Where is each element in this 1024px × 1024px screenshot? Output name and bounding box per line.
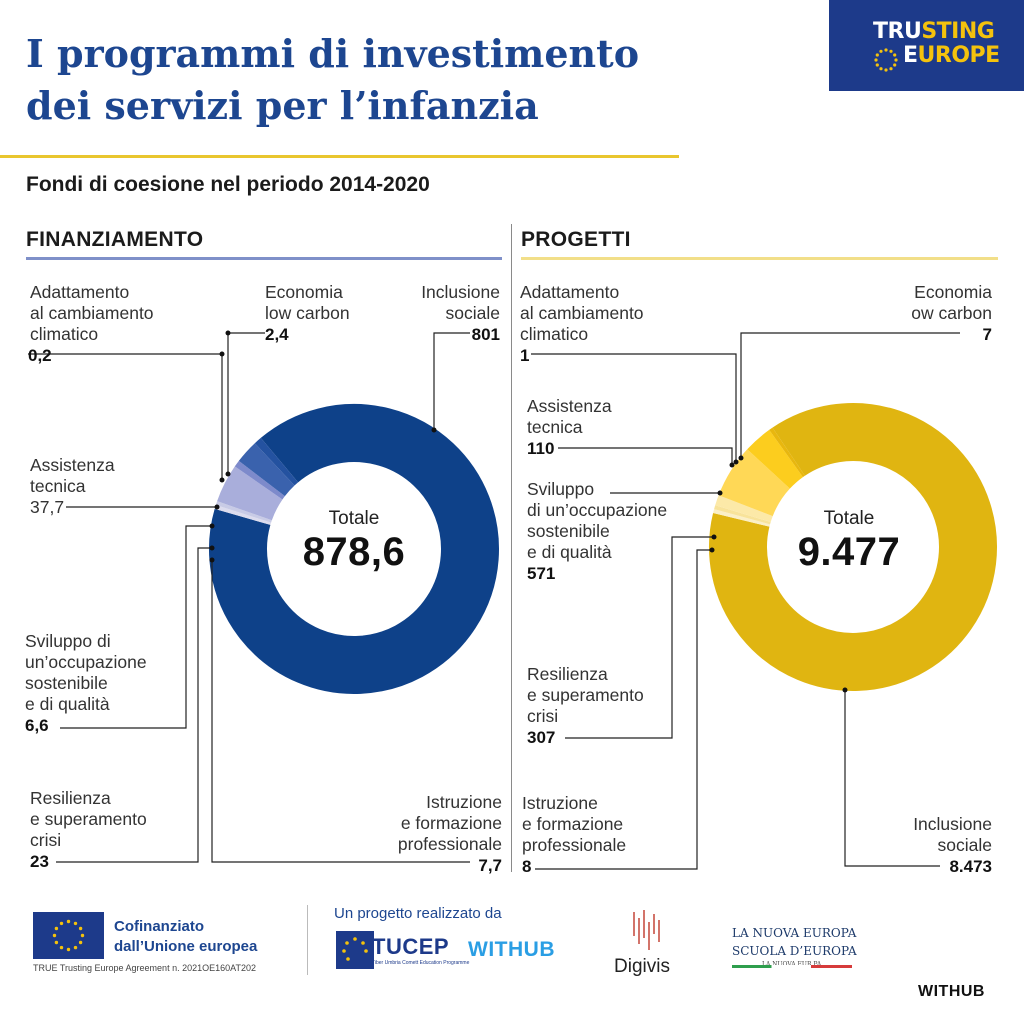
logo-tru: TRU <box>873 19 922 44</box>
fin-inclusione-value: 801 <box>471 325 500 344</box>
fin-sviluppo-l4: e di qualità <box>25 694 110 714</box>
prog-istruzione-l3: professionale <box>522 835 627 855</box>
fin-total-label: Totale <box>328 508 380 529</box>
eu-cofinanced-l2: dall’Unione europea <box>114 938 258 955</box>
prog-slice-istruzione-e-formazione-professionale <box>786 452 789 454</box>
nuova-europa-l1: LA NUOVA EUROPA <box>732 926 857 940</box>
prog-total-value: 9.477 <box>797 530 901 574</box>
logo-sting: STING <box>921 19 995 44</box>
logo-urope: UROPE <box>917 43 1000 68</box>
fin-economia-value: 2,4 <box>265 325 289 344</box>
fin-slice-istruzione-e-formazione-professionale <box>275 460 280 464</box>
fin-adattamento-l3: climatico <box>30 324 99 344</box>
fin-istruzione-l3: professionale <box>397 834 502 854</box>
prog-label-istruzione <box>522 793 626 877</box>
prog-assistenza-value: 110 <box>527 439 555 458</box>
digivis-logo-text: Digivis <box>614 956 670 977</box>
digivis-logo-icon <box>628 908 668 954</box>
prog-adattamento-l2: al cambiamento <box>520 303 644 323</box>
fin-sviluppo-l3: sostenibile <box>25 673 108 693</box>
tucep-subtitle: Tiber Umbria Comett Education Programme <box>372 960 470 966</box>
fin-slice-economia-low-carbon <box>243 511 244 514</box>
prog-economia-l2: ow carbon <box>911 303 992 323</box>
prog-resilienza-l2: e superamento <box>527 685 644 705</box>
prog-label-adattamento <box>520 282 644 366</box>
prog-inclusione-value: 8.473 <box>949 857 992 876</box>
prog-slice-resilienza-e-superamento-crisi <box>769 453 787 468</box>
withhub-corner-logo: WITHUB <box>918 983 985 1000</box>
fin-istruzione-value: 7,7 <box>478 856 502 875</box>
withhub-logo: WITHUB <box>468 938 555 961</box>
finanziamento-title: FINANZIAMENTO <box>26 228 204 251</box>
prog-sviluppo-l1: Sviluppo <box>527 479 595 499</box>
tucep-logo-text: TUCEP <box>372 934 450 959</box>
fin-resilienza-l2: e superamento <box>30 809 147 829</box>
tucep-logo-mark <box>336 931 374 969</box>
prog-label-sviluppo <box>527 479 667 584</box>
fin-adattamento-l2: al cambiamento <box>30 303 154 323</box>
fin-label-inclusione <box>380 282 500 345</box>
fin-sviluppo-l2: un’occupazione <box>25 652 147 672</box>
prog-total-label: Totale <box>823 508 875 529</box>
fin-label-assistenza <box>30 455 115 518</box>
agreement-text: TRUE Trusting Europe Agreement n. 2021OE160AT202 <box>33 963 256 973</box>
fin-label-resilienza <box>30 788 147 872</box>
fin-economia-l2: low carbon <box>265 303 350 323</box>
prog-adattamento-value: 1 <box>520 346 530 365</box>
fin-resilienza-l3: crisi <box>30 830 62 850</box>
fin-istruzione-l2: e formazione <box>400 813 502 833</box>
fin-adattamento-value: 0,2 <box>28 346 52 365</box>
prog-label-assistenza <box>527 396 612 459</box>
prog-inclusione-l1: Inclusione <box>913 814 992 834</box>
prog-economia-value: 7 <box>982 325 992 344</box>
eu-cofinanced-l1: Cofinanziato <box>114 918 204 935</box>
project-by: Un progetto realizzato da <box>334 905 502 922</box>
page-title-line1: I programmi di investimento <box>26 31 640 76</box>
prog-istruzione-l1: Istruzione <box>522 793 598 813</box>
fin-total-value: 878,6 <box>302 530 406 574</box>
prog-inclusione-l2: sociale <box>937 835 992 855</box>
fin-slice-adattamento-al-cambiamento-climatico <box>243 514 244 517</box>
prog-label-resilienza <box>527 664 644 748</box>
fin-economia-l1: Economia <box>265 282 343 302</box>
logo-e: E <box>903 43 918 68</box>
prog-sviluppo-value: 571 <box>527 564 556 583</box>
prog-economia-l1: Economia <box>914 282 992 302</box>
fin-label-economia <box>265 282 350 345</box>
prog-assistenza-l1: Assistenza <box>527 396 612 416</box>
prog-total <box>749 508 949 575</box>
fin-slice-assistenza-tecnica <box>244 483 258 511</box>
prog-istruzione-value: 8 <box>522 857 532 876</box>
fin-slice-resilienza-e-superamento-crisi <box>262 464 275 478</box>
eu-flag <box>33 912 104 959</box>
prog-slice-sviluppo-di-un-occupazione-sostenibile-e-di-qualita <box>746 469 769 506</box>
prog-resilienza-l3: crisi <box>527 706 559 726</box>
fin-assistenza-value: 37,7 <box>30 497 65 517</box>
tucep-stars-icon <box>336 931 374 969</box>
fin-sviluppo-l1: Sviluppo di <box>25 631 111 651</box>
fin-resilienza-l1: Resilienza <box>30 788 111 808</box>
fin-adattamento-l1: Adattamento <box>30 282 130 302</box>
page-title-line2: dei servizi per l’infanzia <box>26 83 539 128</box>
fin-assistenza-l1: Assistenza <box>30 455 115 475</box>
prog-sviluppo-l4: e di qualità <box>527 542 612 562</box>
prog-resilienza-l1: Resilienza <box>527 664 608 684</box>
prog-sviluppo-l2: di un’occupazione <box>527 500 668 520</box>
page-subtitle: Fondi di coesione nel periodo 2014-2020 <box>26 173 430 196</box>
eu-flag-stars-icon <box>33 912 104 959</box>
fin-slice-sviluppo-di-un-occupazione-sostenibile-e-di-qualita <box>259 479 262 483</box>
prog-assistenza-l2: tecnica <box>527 417 583 437</box>
fin-label-istruzione <box>340 792 502 876</box>
fin-inclusione-l1: Inclusione <box>421 282 500 302</box>
fin-resilienza-value: 23 <box>30 852 49 871</box>
nuova-europa-l2: SCUOLA D’EUROPA <box>732 944 857 958</box>
fin-label-sviluppo <box>25 631 147 736</box>
prog-slice-adattamento-al-cambiamento-climatico <box>741 517 742 520</box>
italian-flag-stripe <box>732 965 852 968</box>
prog-adattamento-l1: Adattamento <box>520 282 620 302</box>
fin-inclusione-l2: sociale <box>445 303 500 323</box>
prog-slice-economia-low-carbon <box>742 514 743 517</box>
prog-adattamento-l3: climatico <box>520 324 589 344</box>
fin-assistenza-l2: tecnica <box>30 476 86 496</box>
fin-sviluppo-value: 6,6 <box>25 716 49 735</box>
prog-label-economia <box>860 282 992 345</box>
progetti-title: PROGETTI <box>521 228 631 251</box>
fin-label-adattamento <box>30 282 154 366</box>
fin-istruzione-l1: Istruzione <box>426 792 502 812</box>
prog-slice-assistenza-tecnica <box>743 506 746 514</box>
fin-total <box>254 508 454 575</box>
prog-sviluppo-l3: sostenibile <box>527 521 610 541</box>
eu-cofinanced <box>114 917 257 957</box>
prog-resilienza-value: 307 <box>527 728 556 747</box>
footer-divider <box>307 905 308 975</box>
prog-label-inclusione <box>860 814 992 877</box>
leader-fin-inclusione <box>434 333 470 430</box>
prog-istruzione-l2: e formazione <box>522 814 624 834</box>
